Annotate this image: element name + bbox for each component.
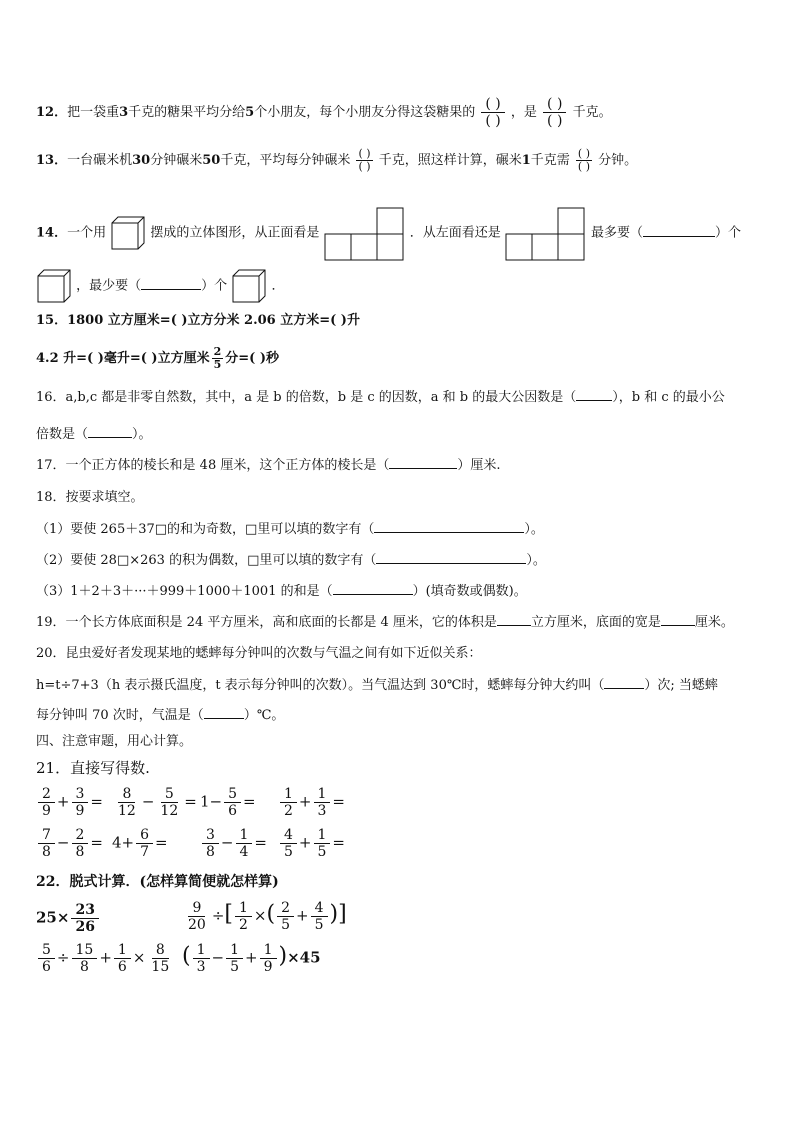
- expression: $\frac{9}{20}$ ÷[ $\frac{1}{2}$ ×( $\frac{2}{5}$ + $\frac{4}{5}$ )]: [188, 900, 347, 933]
- answer-blank-chirps[interactable]: [604, 688, 644, 689]
- question-16-line2: 倍数是（ ）。: [36, 427, 152, 442]
- expression: $\frac{4}{5}$ + $\frac{1}{5}$ =: [278, 827, 345, 860]
- question-21-title: 21．直接写得数.: [36, 759, 150, 777]
- answer-blank-volume[interactable]: [497, 625, 531, 626]
- answer-blank-18-3[interactable]: [333, 594, 413, 595]
- question-20-line1: 20．昆虫爱好者发现某地的蟋蟀每分钟叫的次数与气温之间有如下近似关系：: [36, 646, 482, 661]
- section-heading: 四、注意审题，用心计算。: [36, 734, 193, 749]
- answer-blank-edge[interactable]: [389, 468, 457, 469]
- answer-fraction-slot[interactable]: $\frac{( )}{( )}$: [577, 147, 591, 173]
- question-20-line3: 每分钟叫 70 次时，气温是（ ）℃。: [36, 708, 285, 723]
- question-18-title: 18．按要求填空。: [36, 490, 144, 505]
- expression: 1− $\frac{5}{6}$ =: [200, 786, 256, 819]
- answer-fraction-slot[interactable]: ( ) ( ): [481, 96, 504, 129]
- answer-fraction-slot[interactable]: ( ) ( ): [543, 96, 566, 129]
- question-17: 17．一个正方体的棱长和是 48 厘米，这个正方体的棱长是（ ）厘米.: [36, 458, 501, 473]
- front-view-figure: [324, 205, 406, 261]
- expression: $\frac{3}{8}$ − $\frac{1}{4}$ =: [200, 827, 267, 860]
- answer-blank-min[interactable]: [141, 289, 201, 290]
- answer-blank-18-1[interactable]: [374, 532, 524, 533]
- expression: $\frac{5}{6}$ ÷ $\frac{15}{8}$ + $\frac{1}{6}$ × $\frac{8}{15}$: [36, 942, 175, 975]
- expression: $\frac{1}{2}$ + $\frac{1}{3}$ =: [278, 786, 345, 819]
- answer-blank-width[interactable]: [661, 625, 695, 626]
- question-16-line1: 16．a,b,c 都是非零自然数，其中，a 是 b 的倍数，b 是 c 的因数，a 和 b 的最大公因数是（ ），b 和 c 的最小公: [36, 390, 725, 405]
- answer-blank-lcm[interactable]: [88, 437, 132, 438]
- question-12: 12．把一袋重3千克的糖果平均分给5个小朋友，每个小朋友分得这袋糖果的 ( ) ( ) ，是 ( ) ( ) 千克。: [36, 96, 612, 129]
- question-13: 13．一台碾米机30分钟碾米50千克，平均每分钟碾米 $\frac{( )}{( )}$ 千克，照这样计算，碾米1千克需 $\frac{( )}{( )}$ 分钟。: [36, 147, 638, 173]
- question-15-line1: 15．1800 立方厘米=( )立方分米 2.06 立方米=( )升: [36, 313, 360, 328]
- answer-blank-temp[interactable]: [204, 718, 244, 719]
- expression: $\frac{8}{12}$ − $\frac{5}{12}$ =: [118, 786, 197, 819]
- expression: 25× $\frac{23}{26}$: [36, 902, 101, 935]
- question-18-2: （2）要使 28□×263 的积为偶数，□里可以填的数字有（ ）。: [36, 553, 546, 568]
- question-18-1: （1）要使 265＋37□的和为奇数，□里可以填的数字有（ ）。: [36, 522, 544, 537]
- question-19: 19．一个长方体底面积是 24 平方厘米，高和底面的长都是 4 厘米，它的体积是 立方厘米，底面的宽是 厘米。: [36, 615, 734, 630]
- question-14: 14．一个用 摆成的立体图形，从正面看是 ．从左面看还是 最多要（ ）个: [36, 205, 758, 261]
- expression: $\frac{2}{9}$ + $\frac{3}{9}$ =: [36, 786, 103, 819]
- question-22-title: 22．脱式计算．(怎样算简便就怎样算): [36, 874, 279, 890]
- left-view-figure: [505, 205, 587, 261]
- question-20-line2: h=t÷7+3（h 表示摄氏温度，t 表示每分钟叫的次数）。当气温达到 30℃时，蟋蟀每分钟大约叫（ ）次; 当蟋蟀: [36, 678, 718, 693]
- question-15-line2: 4.2 升=( )毫升=( )立方厘米 $\frac{2}{5}$ 分=( )秒: [36, 345, 279, 371]
- answer-blank-gcd[interactable]: [576, 400, 612, 401]
- expression: ( $\frac{1}{3}$ − $\frac{1}{5}$ + $\frac{1}{9}$ )×45: [182, 942, 321, 975]
- cube-icon: [231, 268, 267, 304]
- expression: 4+ $\frac{6}{7}$ =: [112, 827, 168, 860]
- answer-blank-max[interactable]: [643, 236, 715, 237]
- cube-icon: [36, 268, 72, 304]
- question-18-3: （3）1＋2＋3＋···＋999＋1000＋1001 的和是（ ）(填奇数或偶数)。: [36, 584, 527, 599]
- answer-fraction-slot[interactable]: $\frac{( )}{( )}$: [358, 147, 371, 173]
- expression: $\frac{7}{8}$ − $\frac{2}{8}$ =: [36, 827, 103, 860]
- cube-icon: [110, 215, 146, 251]
- question-14-cont: ，最少要（ ）个 ．: [36, 268, 758, 304]
- answer-blank-18-2[interactable]: [376, 563, 526, 564]
